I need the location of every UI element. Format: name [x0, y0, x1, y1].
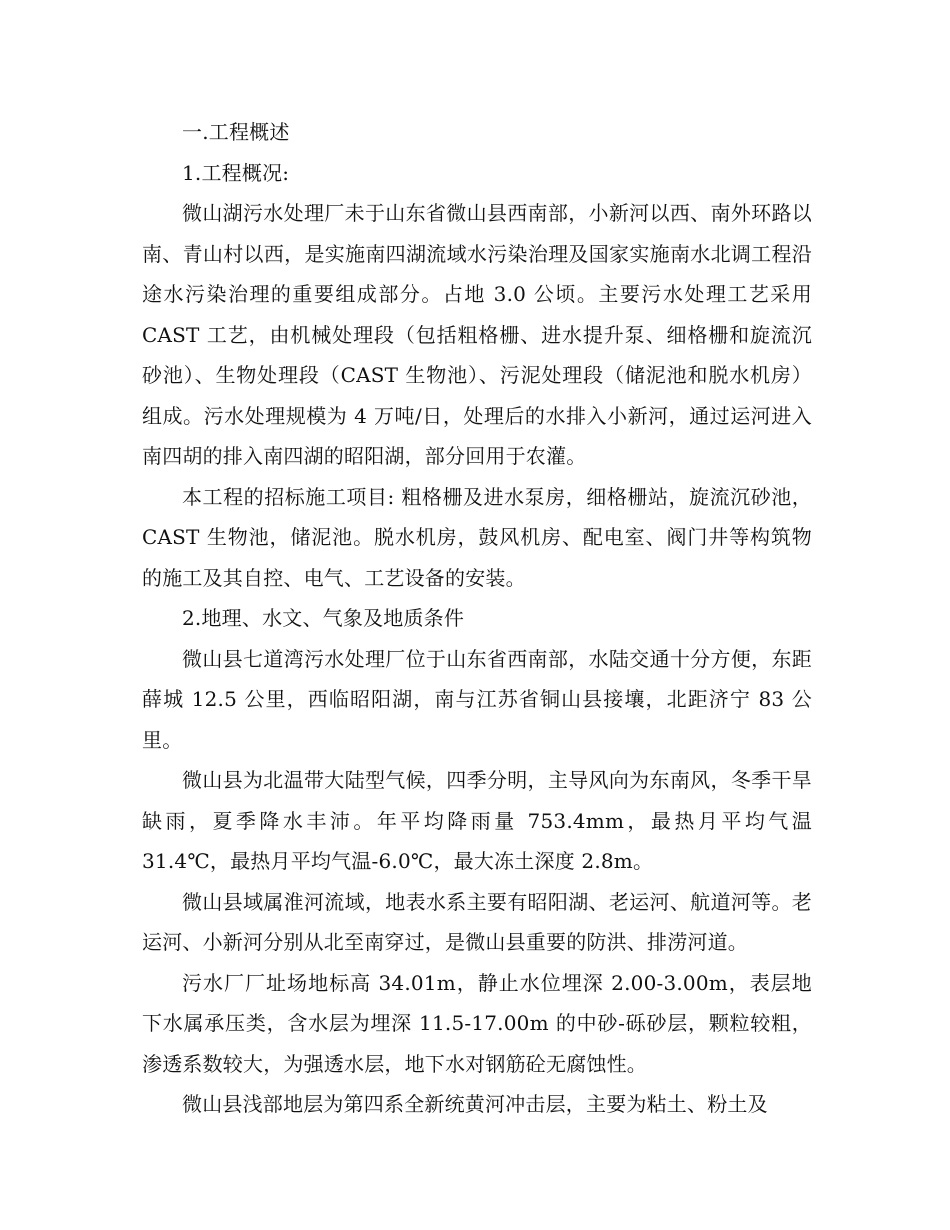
paragraph-hydrology: 微山县域属淮河流域，地表水系主要有昭阳湖、老运河、航道河等。老运河、小新河分别从北至南穿过，是微山县重要的防洪、排涝河道。 [142, 889, 812, 954]
document-body [142, 112, 812, 1125]
subsection-heading-project-overview: 1.工程概况: [182, 160, 290, 185]
paragraph-geology: 微山县浅部地层为第四系全新统黄河冲击层，主要为粘土、粉土及 [182, 1092, 768, 1116]
paragraph-tender-scope: 本工程的招标施工项目: 粗格栅及进水泵房，细格栅站，旋流沉砂池，CAST 生物池，储泥池。脱水机房，鼓风机房、配电室、阀门井等构筑物的施工及其自控、电气、工艺设备的安装。 [142, 484, 812, 590]
paragraph-location: 微山县七道湾污水处理厂位于山东省西南部，水陆交通十分方便，东距薛城 12.5 公里，西临昭阳湖，南与江苏省铜山县接壤，北距济宁 83 公里。 [142, 646, 812, 752]
paragraph-project-description: 微山湖污水处理厂未于山东省微山县西南部，小新河以西、南外环路以南、青山村以西，是实施南四湖流域水污染治理及国家实施南水北调工程沿途水污染治理的重要组成部分。占地 3.0 公顷。主要污水处理工艺采用 CAST 工艺，由机械处理段（包括粗格栅、进水提升泵、细格栅和旋流沉砂池）、生物处理段（CAST 生物池）、污泥处理段（储泥池和脱水机房）组成。污水处理规模为 4 万吨/日，处理后的水排入小新河，通过运河进入南四胡的排入南四湖的昭阳湖，部分回用于农灌。 [142, 201, 812, 468]
paragraph-climate: 微山县为北温带大陆型气候，四季分明，主导风向为东南风，冬季干旱缺雨，夏季降水丰沛。年平均降雨量 753.4mm，最热月平均气温 31.4℃，最热月平均气温-6.0℃，最大冻土深度 2.8m。 [142, 768, 812, 873]
paragraph-groundwater: 污水厂厂址场地标高 34.01m，静止水位埋深 2.00-3.00m，表层地下水属承压类，含水层为埋深 11.5-17.00m 的中砂-砾砂层，颗粒较粗，渗透系数较大，为强透水层，地下水对钢筋砼无腐蚀性。 [142, 970, 812, 1076]
section-heading-overview: 一.工程概述 [182, 120, 290, 144]
subsection-heading-site-conditions: 2.地理、水文、气象及地质条件 [182, 606, 465, 630]
